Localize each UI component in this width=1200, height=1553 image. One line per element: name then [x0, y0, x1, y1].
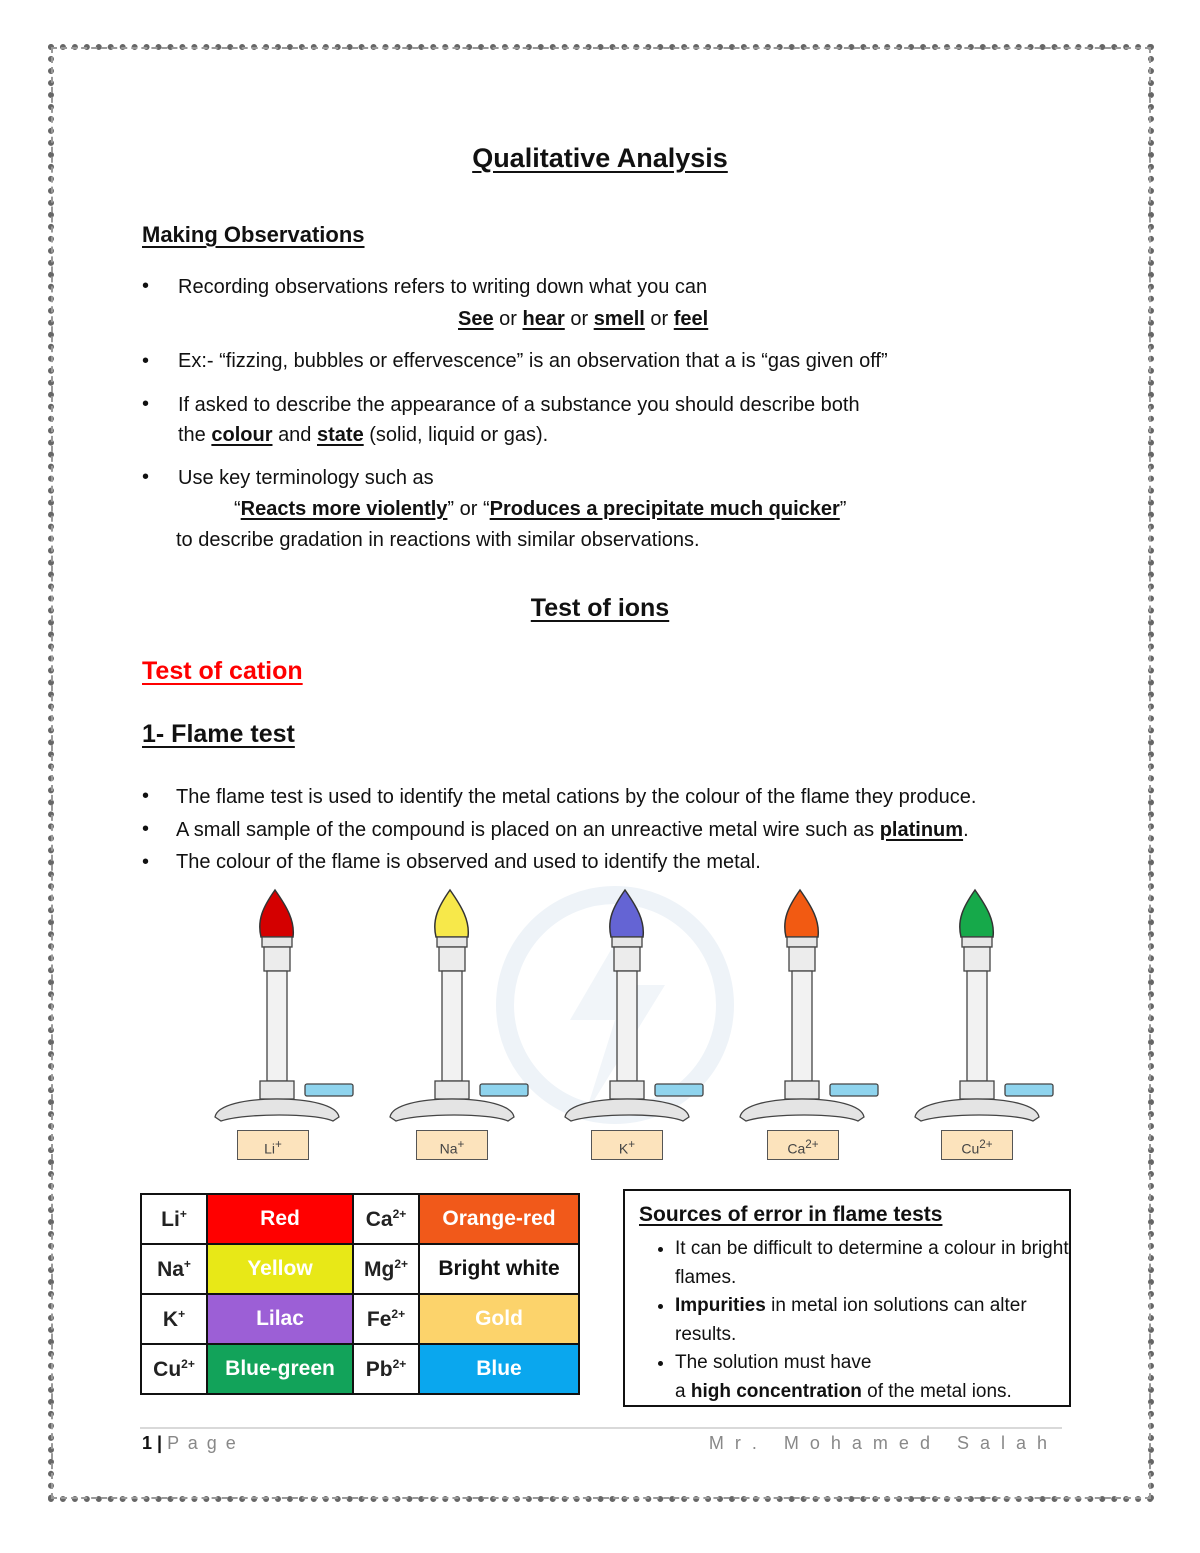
ion-charge: +: [178, 1306, 186, 1321]
footer-page: [142, 1433, 238, 1454]
flame: [435, 890, 469, 937]
bullet-dot: •: [142, 275, 150, 297]
error-item-text: a: [675, 1380, 686, 1402]
error-item: • It can be difficult to determine a colour in bright flames.: [675, 1235, 1075, 1292]
ion-charge: +: [183, 1256, 191, 1271]
flame-colour-cell: Lilac: [207, 1294, 353, 1344]
flame-colour-cell: Blue-green: [207, 1344, 353, 1394]
gas-inlet: [305, 1084, 353, 1096]
ion-cell: K+: [141, 1294, 207, 1344]
bunsen-burner: [205, 885, 365, 1160]
flame-bullet-2: A small sample of the compound is placed on an unreactive metal wire such as platinum.: [176, 819, 969, 841]
page-title: Qualitative Analysis: [472, 143, 728, 173]
ion-symbol: Na: [439, 1140, 458, 1157]
burner-collar: [787, 937, 817, 947]
ion-label-box: [591, 1130, 663, 1160]
ion-charge: 2+: [805, 1138, 819, 1151]
ion-cell: $Fe^{2+}$: [353, 1294, 419, 1344]
ion-charge: +: [275, 1138, 282, 1151]
ion-label-box: [416, 1130, 488, 1160]
flame-colour-table: [140, 1193, 580, 1395]
observation-text-1: Recording observations refers to writing down what you can: [178, 276, 708, 298]
sense-or: or: [499, 308, 517, 330]
burner-tube: [967, 971, 987, 1081]
error-sources-box: [623, 1189, 1071, 1407]
ion-label-box: [767, 1130, 839, 1160]
flame-colour-cell: Gold: [419, 1294, 579, 1344]
senses-line: [458, 304, 708, 334]
burner-air-hole: [785, 1081, 819, 1099]
error-item-text: The solution must have: [675, 1352, 872, 1373]
bunsen-burner: [730, 885, 890, 1160]
section-heading-observations: Making Observations: [142, 222, 365, 247]
flame-bullet-2-text: A small sample of the compound is placed on an unreactive metal wire such as: [176, 819, 875, 841]
sense-see: See: [458, 308, 494, 330]
ion-charge: 2+: [391, 1306, 406, 1321]
section-heading-test-of-ions: Test of ions: [530, 594, 670, 622]
bunsen-burner-drawing: [905, 885, 1065, 1130]
burner-tube: [267, 971, 287, 1081]
gas-inlet: [655, 1084, 703, 1096]
burner-top: [789, 947, 815, 971]
ion-charge: 2+: [181, 1356, 195, 1371]
burner-top: [264, 947, 290, 971]
bunsen-burner: [905, 885, 1065, 1160]
burner-tube: [792, 971, 812, 1081]
error-item: [675, 1349, 1075, 1406]
sense-hear: hear: [522, 308, 565, 330]
gas-inlet: [1005, 1084, 1053, 1096]
flame-colour-cell: Bright white: [419, 1244, 579, 1294]
text-and: and: [278, 424, 312, 446]
observation-text-4: Use key terminology such as: [178, 467, 434, 489]
burner-air-hole: [260, 1081, 294, 1099]
burner-air-hole: [435, 1081, 469, 1099]
section-heading-flame-test: 1- Flame test: [142, 720, 295, 748]
bullet-dot: •: [142, 785, 150, 807]
observation-text-2: Ex:- “fizzing, bubbles or effervescence” is an observation that a is “gas given off”: [178, 350, 888, 372]
flame: [960, 890, 994, 937]
error-item: [675, 1292, 1075, 1349]
bullet-dot: •: [142, 466, 150, 488]
burner-tube: [617, 971, 637, 1081]
bunsen-burner: [380, 885, 540, 1160]
page-number: 1: [142, 1433, 153, 1453]
term-precipitate-quicker: Produces a precipitate much quicker: [489, 498, 840, 520]
burner-base: [390, 1099, 514, 1121]
error-sources-heading: Sources of error in flame tests: [639, 1203, 943, 1226]
ion-label-box: [941, 1130, 1013, 1160]
observation-text-3: If asked to describe the appearance of a substance you should describe both: [178, 394, 860, 416]
ion-charge: 2+: [392, 1356, 407, 1371]
bunsen-burner-drawing: [380, 885, 540, 1130]
text-states: (solid, liquid or gas).: [369, 424, 549, 446]
bullet-dot: •: [142, 350, 150, 372]
burner-base: [215, 1099, 339, 1121]
bullet-dot: •: [142, 851, 150, 873]
observation-text-4c: to describe gradation in reactions with similar observations.: [176, 529, 700, 551]
flame-bullet-3: The colour of the flame is observed and used to identify the metal.: [176, 851, 761, 873]
ion-charge: 2+: [979, 1138, 993, 1151]
flame: [785, 890, 819, 937]
section-heading-test-of-cation: Test of cation: [142, 657, 303, 685]
flame-colour-cell: Blue: [419, 1344, 579, 1394]
ion-cell: $Cu^{2+}$: [141, 1344, 207, 1394]
error-keyword-impurities: Impurities: [675, 1295, 766, 1316]
ion-cell: Li+: [141, 1194, 207, 1244]
burner-top: [614, 947, 640, 971]
ion-label-box: [237, 1130, 309, 1160]
bunsen-burner-drawing: [205, 885, 365, 1130]
error-item-text: of the metal ions.: [867, 1380, 1012, 1402]
ion-cell: Na+: [141, 1244, 207, 1294]
ion-symbol: Li: [264, 1140, 276, 1157]
bullet-dot: •: [142, 393, 150, 415]
observation-text-3b: [178, 420, 548, 450]
keyword-platinum: platinum: [879, 819, 964, 841]
ion-charge: +: [179, 1206, 187, 1221]
burner-collar: [437, 937, 467, 947]
sense-or: or: [650, 308, 669, 330]
text-the: the: [178, 424, 206, 446]
flame-colour-cell: Orange-red: [419, 1194, 579, 1244]
sense-smell: smell: [593, 308, 645, 330]
error-sources-list: [639, 1235, 1075, 1406]
ion-charge: 2+: [394, 1256, 408, 1271]
flame-bullet-1: The flame test is used to identify the metal cations by the colour of the flame they produce.: [176, 786, 977, 808]
footer-divider: [140, 1427, 1062, 1429]
key-terms-line: “Reacts more violently” or “Produces a precipitate much quicker”: [234, 498, 847, 520]
error-keyword-concentration: high concentration: [690, 1380, 862, 1402]
burner-collar: [612, 937, 642, 947]
bunsen-burner-drawing: [555, 885, 715, 1130]
ion-cell: $Mg^{2+}$: [353, 1244, 419, 1294]
table-row: [141, 1294, 579, 1344]
keyword-state: state: [317, 424, 364, 446]
burner-base: [740, 1099, 864, 1121]
burner-air-hole: [610, 1081, 644, 1099]
table-row: [141, 1244, 579, 1294]
gas-inlet: [830, 1084, 878, 1096]
ion-charge: +: [628, 1138, 636, 1151]
gas-inlet: [480, 1084, 528, 1096]
flame-colour-cell: Red: [207, 1194, 353, 1244]
term-reacts-violently: Reacts more violently: [240, 498, 448, 520]
ion-cell: $Ca^{2+}$: [353, 1194, 419, 1244]
flame: [260, 890, 294, 937]
ion-charge: 2+: [392, 1206, 407, 1221]
sense-or: or: [570, 308, 589, 330]
burner-top: [439, 947, 465, 971]
ion-symbol: Cu: [961, 1140, 980, 1157]
table-row: [141, 1344, 579, 1394]
burner-top: [964, 947, 990, 971]
page-word: P a g e: [167, 1433, 238, 1453]
ion-symbol: Ca: [787, 1140, 806, 1157]
keyword-colour: colour: [211, 424, 273, 446]
table-row: [141, 1194, 579, 1244]
bunsen-burner: [555, 885, 715, 1160]
burner-base: [565, 1099, 689, 1121]
burner-collar: [962, 937, 992, 947]
error-item-text: in metal ion solutions can alter results.: [675, 1295, 1027, 1345]
text-or: or: [459, 498, 478, 520]
ion-cell: $Pb^{2+}$: [353, 1344, 419, 1394]
burner-base: [915, 1099, 1039, 1121]
flame: [610, 890, 644, 937]
bunsen-burner-drawing: [730, 885, 890, 1130]
bullet-dot: •: [142, 818, 150, 840]
burner-air-hole: [960, 1081, 994, 1099]
ion-symbol: K: [618, 1140, 629, 1157]
burner-tube: [442, 971, 462, 1081]
footer-author: M r . M o h a m e d S a l a h: [708, 1433, 1050, 1453]
ion-charge: +: [457, 1138, 465, 1151]
sense-feel: feel: [673, 308, 709, 330]
burner-collar: [262, 937, 292, 947]
footer-separator: |: [157, 1433, 163, 1453]
flame-colour-cell: Yellow: [207, 1244, 353, 1294]
